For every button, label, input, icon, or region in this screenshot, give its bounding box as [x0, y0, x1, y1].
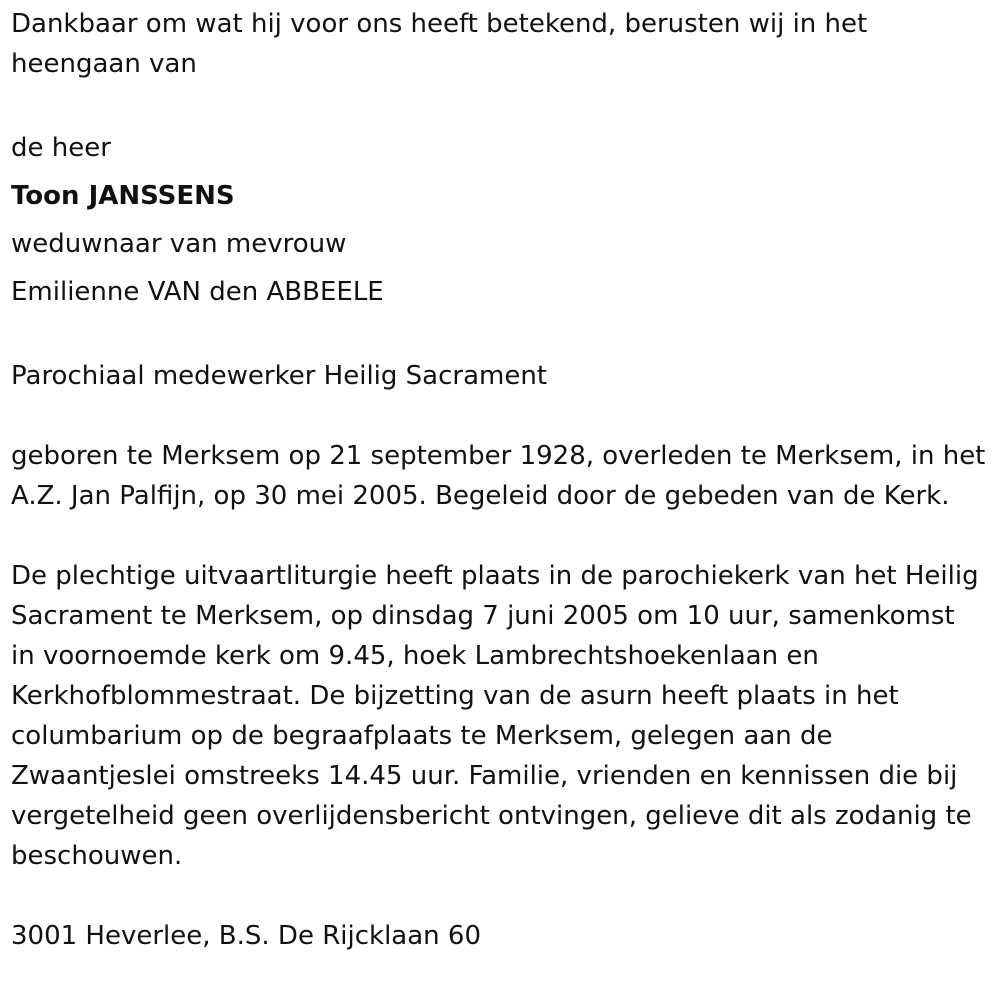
relation-text: weduwnaar van mevrouw [11, 229, 347, 259]
spacer [11, 84, 986, 124]
spouse-name: Emilienne VAN den ABBEELE [11, 277, 384, 307]
spacer [11, 516, 986, 556]
address-text: 3001 Heverlee, B.S. De Rijcklaan 60 [11, 921, 481, 951]
salutation-text: de heer [11, 133, 111, 163]
birth-death-text: geboren te Merksem op 21 september 1928, overleden te Merksem, in het A.Z. Jan Palfijn, op 30 mei 2005. Begeleid door de gebeden van de Kerk. [11, 441, 986, 511]
funeral-text: De plechtige uitvaartliturgie heeft plaats in de parochiekerk van het Heilig Sacrament te Merksem, op dinsdag 7 juni 2005 om 10 uur, samenkomst in voornoemde kerk om 9.45, hoek Lambrechtshoekenlaan en Kerkhofblommestraat. De bijzetting van de asurn heeft plaats in het columbarium op de begraafplaats te Merksem, gelegen aan de Zwaantjeslei omstreeks 14.45 uur. Familie, vrienden en kennissen die bij vergetelheid geen overlijdensbericht ontvingen, gelieve dit als zodanig te beschouwen. [11, 561, 979, 871]
role-text: Parochiaal medewerker Heilig Sacrament [11, 361, 548, 391]
spacer [11, 396, 986, 436]
deceased-name: Toon JANSSENS [11, 181, 235, 211]
obituary-notice [11, 4, 986, 956]
spacer [11, 876, 986, 916]
spacer [11, 316, 986, 356]
intro-text: Dankbaar om wat hij voor ons heeft betekend, berusten wij in het heengaan van [11, 9, 868, 79]
